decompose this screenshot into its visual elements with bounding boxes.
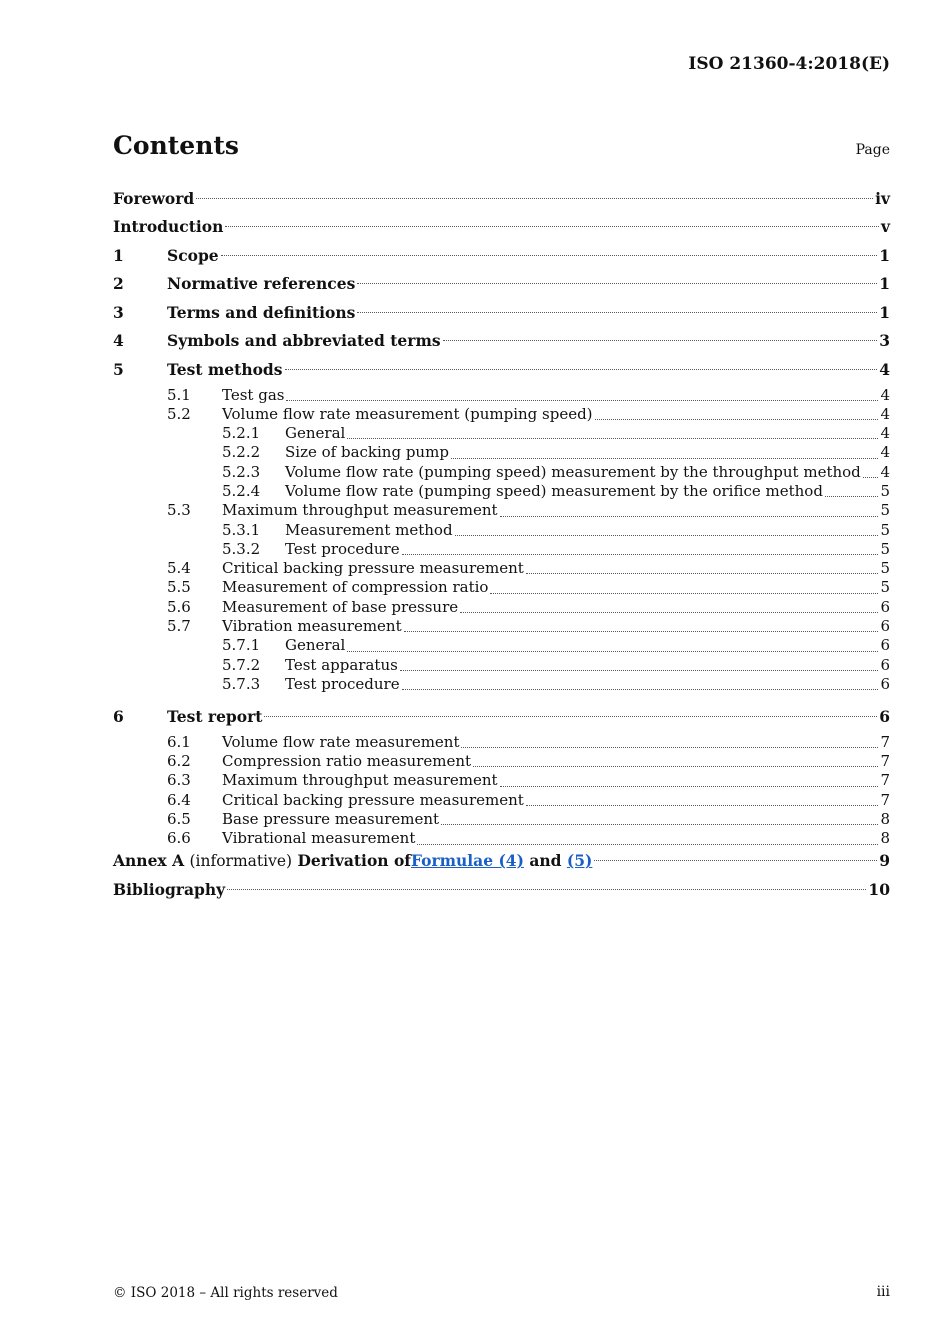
toc-entry-page: 1: [879, 245, 890, 265]
toc-entry-page: 9: [879, 851, 890, 871]
toc-entry-title: Introduction: [113, 217, 224, 236]
dot-leader: [526, 804, 879, 806]
dot-leader: [347, 437, 878, 439]
toc-entry-title: Test methods: [167, 359, 283, 379]
dot-leader: [285, 368, 878, 370]
toc-entry-number: 6: [113, 706, 124, 726]
toc-entry-title: [113, 851, 592, 871]
toc-entry-bibliography[interactable]: [113, 877, 890, 906]
toc-entry[interactable]: [113, 598, 890, 617]
toc-entry[interactable]: [113, 675, 890, 694]
toc-entry-page: 4: [880, 404, 890, 423]
toc-entry[interactable]: [113, 405, 890, 424]
dot-leader: [500, 515, 879, 517]
copyright-notice: © ISO 2018 – All rights reserved: [113, 1285, 338, 1301]
dot-leader: [357, 282, 877, 284]
toc-entry-page: 7: [880, 771, 890, 790]
toc-entry-number: 6.6: [167, 829, 191, 848]
toc-entry-number: 2: [113, 274, 124, 293]
toc-entry-number: 5.1: [167, 385, 191, 404]
dot-leader: [595, 418, 879, 420]
toc-entry-page: 6: [879, 706, 890, 726]
toc-entry-number: 5.2: [167, 404, 191, 423]
toc-entry-number: 5.5: [167, 578, 191, 597]
toc-entry-page: iv: [875, 188, 890, 208]
formulae-4-link[interactable]: Formulae (4): [410, 851, 524, 871]
page-number: iii: [876, 1284, 890, 1300]
toc-entry-page: 5: [880, 501, 890, 520]
table-of-contents: [113, 186, 890, 906]
toc-entry[interactable]: [113, 578, 890, 597]
toc-entry-page: 4: [880, 462, 890, 481]
toc-entry-title: Size of backing pump: [285, 443, 449, 462]
toc-entry-number: 6.1: [167, 732, 191, 751]
toc-entry-number: 5.7.1: [222, 636, 261, 655]
dot-leader: [402, 688, 879, 690]
toc-entry-title: Maximum throughput measurement: [222, 771, 498, 790]
toc-entry-page: 5: [880, 578, 890, 597]
dot-leader: [221, 254, 878, 256]
dot-leader: [443, 339, 878, 341]
toc-entry-title: Volume flow rate (pumping speed) measurement by the orifice method: [285, 481, 823, 500]
toc-entry-page: 3: [879, 331, 890, 350]
toc-entry-number: 6.4: [167, 790, 191, 809]
toc-entry-title: Scope: [167, 245, 219, 265]
toc-entry-page: 6: [880, 617, 890, 636]
toc-entry[interactable]: [113, 186, 890, 215]
toc-entry-page: 5: [880, 481, 890, 500]
toc-entry-number: 6.2: [167, 752, 191, 771]
toc-entry-page: 4: [880, 424, 890, 443]
toc-entry-number: 4: [113, 331, 124, 350]
toc-entry-annex-a[interactable]: [113, 849, 890, 878]
toc-entry-title: Vibration measurement: [222, 617, 402, 636]
toc-entry-page: 6: [880, 636, 890, 655]
toc-entry-page: 4: [880, 443, 890, 462]
toc-entry-number: 5: [113, 359, 124, 379]
toc-entry-title: General: [285, 424, 346, 443]
toc-entry-page: 1: [879, 274, 890, 293]
dot-leader: [825, 495, 879, 497]
toc-entry[interactable]: [113, 521, 890, 540]
toc-entry-title: Measurement of base pressure: [222, 597, 459, 616]
toc-entry-number: 5.3.1: [222, 520, 261, 539]
toc-entry-page: v: [880, 217, 890, 236]
dot-leader: [526, 572, 879, 574]
dot-leader: [225, 225, 879, 227]
dot-leader: [286, 399, 878, 401]
toc-entry[interactable]: [113, 329, 890, 358]
toc-entry-title: Bibliography: [113, 879, 226, 899]
toc-entry[interactable]: [113, 636, 890, 655]
toc-entry[interactable]: [113, 386, 890, 405]
toc-entry-page: 5: [880, 559, 890, 578]
dot-leader: [357, 311, 877, 313]
toc-entry-title: Symbols and abbreviated terms: [167, 331, 441, 350]
dot-leader: [451, 457, 879, 459]
toc-entry-title: Base pressure measurement: [222, 809, 440, 828]
toc-entry-page: 10: [868, 879, 890, 899]
toc-entry[interactable]: [113, 771, 890, 790]
toc-entry[interactable]: [113, 501, 890, 520]
annex-and: and: [529, 851, 562, 871]
toc-entry[interactable]: [113, 272, 890, 301]
toc-entry[interactable]: [113, 752, 890, 771]
dot-leader: [461, 746, 878, 748]
dot-leader: [402, 553, 879, 555]
toc-entry-page: 4: [879, 359, 890, 379]
toc-entry[interactable]: [113, 656, 890, 675]
toc-entry-title: Critical backing pressure measurement: [222, 559, 524, 578]
dot-leader: [455, 534, 879, 536]
toc-entry-number: 5.2.1: [222, 424, 261, 443]
toc-entry-title: Foreword: [113, 188, 195, 208]
toc-entries: [113, 186, 890, 849]
dot-leader: [264, 715, 877, 717]
section-gap: [113, 694, 890, 704]
annex-title-prefix: Derivation of: [297, 851, 411, 871]
toc-entry[interactable]: [113, 617, 890, 636]
dot-leader: [594, 859, 877, 861]
toc-entry-title: Test gas: [222, 385, 285, 404]
page-column-label: Page: [855, 142, 890, 158]
toc-entry-number: 1: [113, 245, 124, 265]
toc-entry-page: 6: [880, 655, 890, 674]
dot-leader: [196, 197, 873, 199]
toc-entry[interactable]: [113, 791, 890, 810]
toc-entry[interactable]: [113, 829, 890, 848]
dot-leader: [347, 650, 878, 652]
toc-entry[interactable]: [113, 733, 890, 752]
toc-entry-title: Vibrational measurement: [222, 829, 416, 848]
toc-entry-title: Measurement method: [285, 520, 453, 539]
annex-label: Annex A: [113, 851, 185, 871]
toc-entry-number: 5.2.2: [222, 443, 261, 462]
toc-entry[interactable]: [113, 215, 890, 244]
toc-entry-page: 7: [880, 790, 890, 809]
contents-title: Contents: [113, 131, 240, 160]
toc-entry-title: Maximum throughput measurement: [222, 501, 498, 520]
toc-entry-page: 4: [880, 385, 890, 404]
toc-entry[interactable]: [113, 559, 890, 578]
toc-entry[interactable]: [113, 482, 890, 501]
toc-entry-page: 7: [880, 732, 890, 751]
toc-entry[interactable]: [113, 300, 890, 329]
toc-entry[interactable]: [113, 540, 890, 559]
toc-entry-page: 1: [879, 302, 890, 322]
toc-entry-number: 5.4: [167, 559, 191, 578]
toc-entry-title: Normative references: [167, 274, 356, 293]
dot-leader: [441, 823, 878, 825]
toc-entry-title: Volume flow rate (pumping speed) measurement by the throughput method: [285, 462, 861, 481]
toc-entry-number: 5.2.4: [222, 481, 261, 500]
toc-entry-title: Critical backing pressure measurement: [222, 790, 524, 809]
toc-entry-title: Volume flow rate measurement (pumping speed): [222, 404, 593, 423]
toc-entry-number: 3: [113, 302, 124, 322]
toc-entry-number: 5.3.2: [222, 539, 261, 558]
toc-entry-number: 5.3: [167, 501, 191, 520]
toc-entry-number: 6.3: [167, 771, 191, 790]
toc-entry-title: Test report: [167, 706, 263, 726]
toc-entry-number: 5.7.3: [222, 674, 261, 693]
toc-entry-number: 5.7.2: [222, 655, 261, 674]
dot-leader: [404, 630, 879, 632]
toc-entry-title: Terms and definitions: [167, 302, 356, 322]
document-id: ISO 21360-4:2018(E): [688, 54, 890, 74]
toc-entry-title: Test procedure: [285, 674, 400, 693]
toc-entry-page: 5: [880, 539, 890, 558]
toc-entry[interactable]: [113, 243, 890, 272]
toc-entry-page: 6: [880, 597, 890, 616]
toc-entry[interactable]: [113, 424, 890, 443]
toc-entry[interactable]: [113, 357, 890, 386]
dot-leader: [473, 765, 878, 767]
toc-entry[interactable]: [113, 443, 890, 462]
toc-entry[interactable]: [113, 463, 890, 482]
toc-entry-number: 5.6: [167, 597, 191, 616]
toc-entry-number: 5.2.3: [222, 462, 261, 481]
dot-leader: [863, 476, 879, 478]
toc-entry-page: 7: [880, 752, 890, 771]
toc-entry-title: General: [285, 636, 346, 655]
dot-leader: [227, 888, 866, 890]
toc-entry-title: Compression ratio measurement: [222, 752, 472, 771]
toc-entry-title: Volume flow rate measurement: [222, 732, 460, 751]
annex-category: (informative): [189, 852, 293, 871]
dot-leader: [400, 669, 879, 671]
toc-entry-number: 5.7: [167, 617, 191, 636]
toc-entry-page: 8: [880, 829, 890, 848]
formula-5-link[interactable]: (5): [566, 851, 593, 871]
toc-entry-page: 8: [880, 809, 890, 828]
dot-leader: [490, 592, 878, 594]
toc-entry-number: 6.5: [167, 809, 191, 828]
toc-entry-title: Test procedure: [285, 539, 400, 558]
dot-leader: [500, 785, 879, 787]
toc-entry-page: 6: [880, 674, 890, 693]
toc-entry[interactable]: [113, 704, 890, 733]
dot-leader: [417, 843, 878, 845]
toc-entry[interactable]: [113, 810, 890, 829]
dot-leader: [460, 611, 878, 613]
toc-entry-title: Test apparatus: [285, 655, 398, 674]
toc-entry-page: 5: [880, 520, 890, 539]
toc-entry-title: Measurement of compression ratio: [222, 578, 489, 597]
